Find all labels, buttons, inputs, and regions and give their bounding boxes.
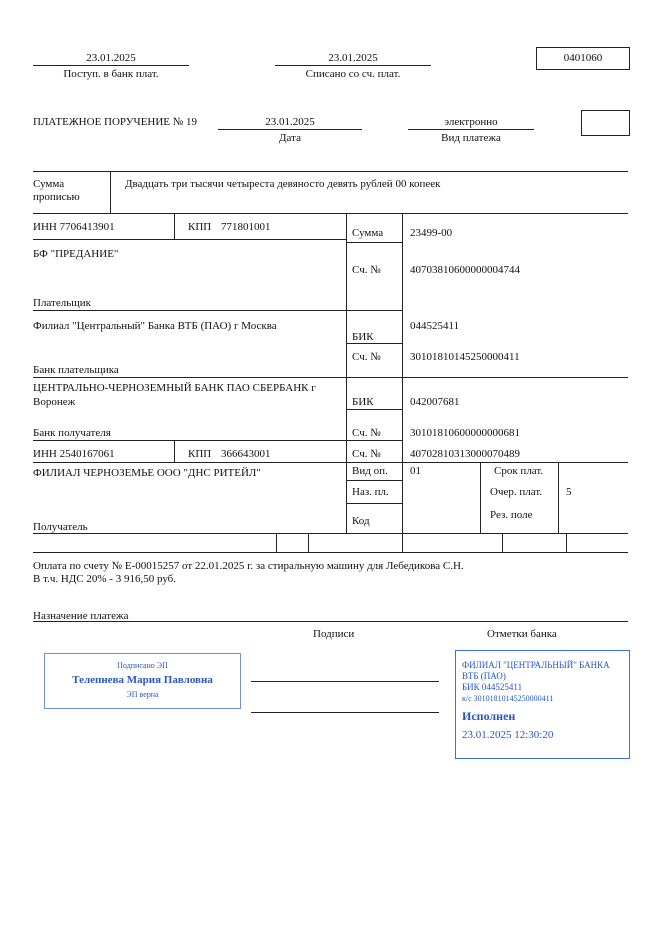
form-code-box xyxy=(536,47,630,70)
payer-bottom-line xyxy=(33,310,402,311)
recipient-bank-bik: 042007681 xyxy=(410,396,460,408)
recipient-kpp-label: КПП xyxy=(188,448,212,460)
empty-code-box xyxy=(581,110,630,136)
recipient-bank-name-2: Воронеж xyxy=(33,396,76,408)
date-received: 23.01.2025 xyxy=(86,52,136,64)
payer-bank-label: Банк плательщика xyxy=(33,364,119,376)
payer-account-label: Сч. № xyxy=(352,264,381,276)
payer-inn-kpp-divider xyxy=(174,213,175,239)
date-debited: 23.01.2025 xyxy=(328,52,378,64)
ocher: 5 xyxy=(566,486,572,498)
payer-kpp: 771801001 xyxy=(221,221,271,233)
bank-stamp-line-4: к/с 30101810145250000411 xyxy=(462,694,554,703)
recipient-account: 40702810313000070489 xyxy=(410,448,520,460)
date-received-line xyxy=(33,65,189,66)
recipient-bank-bik-label: БИК xyxy=(352,396,374,408)
document-date-line xyxy=(218,129,362,130)
esign-stamp xyxy=(44,653,241,709)
payer-bank-bik-label: БИК xyxy=(352,331,374,343)
bank-stamp-datetime: 23.01.2025 12:30:20 xyxy=(462,729,554,741)
naz-bottom-line xyxy=(346,503,402,504)
bank-stamp-line-2: ВТБ (ПАО) xyxy=(462,671,506,681)
payer-bank-bik-line xyxy=(346,343,402,344)
sum-bottom-line xyxy=(346,242,402,243)
esign-stamp-line-1: Подписано ЭП xyxy=(117,661,168,670)
ocher-label: Очер. плат. xyxy=(490,486,543,498)
amount-words-top-line xyxy=(33,171,628,172)
kod-label: Код xyxy=(352,515,370,527)
date-received-label: Поступ. в банк плат. xyxy=(63,68,159,80)
rez-label: Рез. поле xyxy=(490,509,533,521)
payer-sum: 23499-00 xyxy=(410,227,453,239)
payer-bank-account: 30101810145250000411 xyxy=(410,351,520,363)
recipient-bank-bottom-line xyxy=(33,440,402,441)
payer-inn: ИНН 7706413901 xyxy=(33,221,115,233)
purpose-line-2: В т.ч. НДС 20% - 3 916,50 руб. xyxy=(33,573,177,585)
document-date: 23.01.2025 xyxy=(265,116,315,128)
esign-stamp-line-3: ЭП верна xyxy=(126,690,159,699)
bank-stamp-line-3: БИК 044525411 xyxy=(462,682,523,692)
amount-words-bottom-line xyxy=(33,213,628,214)
recipient-bank-label: Банк получателя xyxy=(33,427,111,439)
document-date-label: Дата xyxy=(279,132,301,144)
recipient-kpp: 366643001 xyxy=(221,448,271,460)
recipient-bank-bik-line xyxy=(346,409,402,410)
tax-vertical-4 xyxy=(502,533,503,552)
naz-label: Наз. пл. xyxy=(352,486,389,498)
amount-words-value: Двадцать три тысячи четыреста девяносто девять рублей 00 копеек xyxy=(125,178,441,190)
tax-vertical-1 xyxy=(276,533,277,552)
recipient-bank-account-label: Сч. № xyxy=(352,427,381,439)
recipient-label: Получатель xyxy=(33,521,88,533)
payer-bank-account-label: Сч. № xyxy=(352,351,381,363)
payment-type-label: Вид платежа xyxy=(441,132,501,144)
grid-vertical-2 xyxy=(402,213,403,533)
recipient-bank-name-1: ЦЕНТРАЛЬНО-ЧЕРНОЗЕМНЫЙ БАНК ПАО СБЕРБАНК г xyxy=(33,382,316,394)
recipient-inn: ИНН 2540167061 xyxy=(33,448,115,460)
payment-type-line xyxy=(408,129,534,130)
esign-signer-name: Телепнева Мария Павловна xyxy=(72,674,213,686)
tax-vertical-2 xyxy=(308,533,309,552)
form-code: 0401060 xyxy=(563,52,603,64)
amount-words-label-1: Сумма xyxy=(33,178,65,190)
signature-line-2 xyxy=(251,712,439,713)
date-debited-line xyxy=(275,65,431,66)
purpose-bottom-line xyxy=(33,621,628,622)
bank-stamp-status: Исполнен xyxy=(462,709,516,723)
bank-stamp-line-1: ФИЛИАЛ "ЦЕНТРАЛЬНЫЙ" БАНКА xyxy=(462,660,610,670)
payer-sum-label: Сумма xyxy=(352,227,384,239)
document-title: ПЛАТЕЖНОЕ ПОРУЧЕНИЕ № 19 xyxy=(33,116,198,128)
date-debited-label: Списано со сч. плат. xyxy=(305,68,401,80)
vid-op-top-line xyxy=(346,462,628,463)
grid-vertical-4 xyxy=(558,462,559,533)
recipient-bank-account: 30101810600000000681 xyxy=(410,427,520,439)
srok-label: Срок плат. xyxy=(494,465,544,477)
grid-vertical-3 xyxy=(480,462,481,533)
recipient-inn-kpp-divider xyxy=(174,440,175,462)
recipient-bottom-line xyxy=(33,533,628,534)
recipient-name: ФИЛИАЛ ЧЕРНОЗЕМЬЕ ООО "ДНС РИТЕЙЛ" xyxy=(33,467,261,479)
vid-op-label: Вид оп. xyxy=(352,465,388,477)
vid-op: 01 xyxy=(410,465,421,477)
purpose-line-1: Оплата по счету № Е-00015257 от 22.01.2025 г. за стиральную машину для Лебедикова С.Н. xyxy=(33,560,464,572)
amount-words-label-2: прописью xyxy=(33,191,80,203)
purpose-label: Назначение платежа xyxy=(33,610,129,622)
payment-type: электронно xyxy=(444,116,498,128)
bank-marks-label: Отметки банка xyxy=(487,628,557,640)
payer-name: БФ "ПРЕДАНИЕ" xyxy=(33,248,119,260)
payer-bank-bik: 044525411 xyxy=(410,320,460,332)
tax-bottom-line xyxy=(33,552,628,553)
bank-stamp xyxy=(455,650,630,759)
recipient-inn-line xyxy=(33,462,346,463)
payer-label: Плательщик xyxy=(33,297,91,309)
payer-account: 40703810600000004744 xyxy=(410,264,520,276)
payer-bank-name: Филиал "Центральный" Банка ВТБ (ПАО) г Москва xyxy=(33,320,277,332)
payer-kpp-label: КПП xyxy=(188,221,212,233)
signatures-label: Подписи xyxy=(313,628,355,640)
recipient-account-label: Сч. № xyxy=(352,448,381,460)
tax-vertical-3 xyxy=(402,533,403,552)
signature-line-1 xyxy=(251,681,439,682)
grid-vertical-1 xyxy=(346,213,347,533)
vid-op-bottom-line xyxy=(346,480,402,481)
payer-bank-bottom-line xyxy=(33,377,628,378)
amount-words-divider xyxy=(110,171,111,213)
tax-vertical-5 xyxy=(566,533,567,552)
payer-inn-line xyxy=(33,239,346,240)
